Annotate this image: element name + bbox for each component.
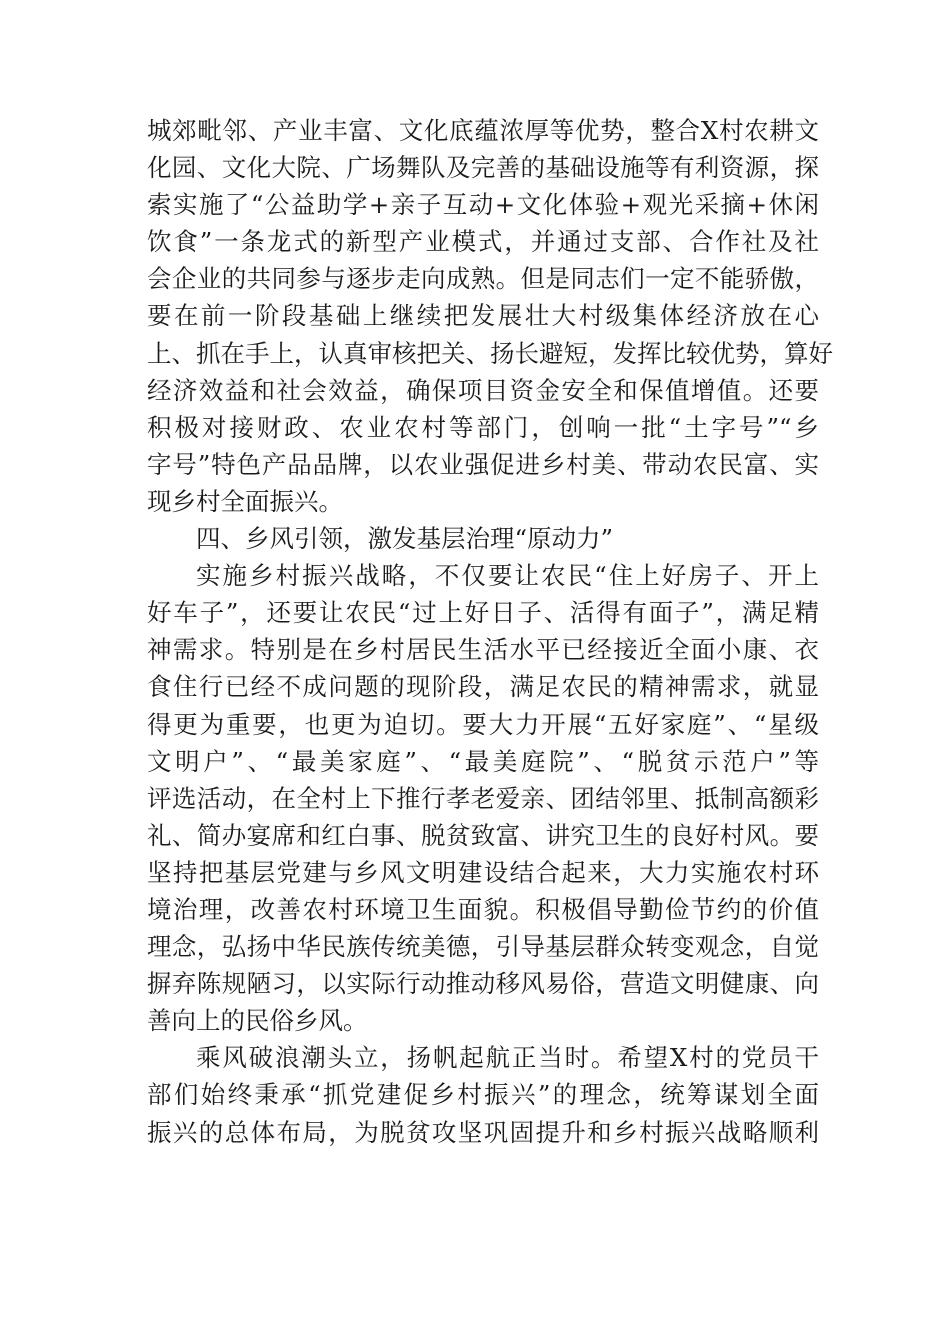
text-line: 实施乡村振兴战略，不仅要让农民“住上好房子、开上 (196, 561, 819, 591)
text-line: 文明户”、“最美家庭”、“最美庭院”、“脱贫示范户”等 (147, 746, 819, 776)
text-line: 经济效益和社会效益，确保项目资金安全和保值增值。还要 (147, 375, 819, 405)
text-line: 食住行已经不成问题的现阶段，满足农民的精神需求，就显 (147, 672, 819, 702)
text-line: 摒弃陈规陋习，以实际行动推动移风易俗，营造文明健康、向 (147, 969, 819, 999)
text-line: 乘风破浪潮头立，扬帆起航正当时。希望X村的党员干 (196, 1043, 819, 1073)
text-line: 字号”特色产品品牌，以农业强促进乡村美、带动农民富、实 (147, 449, 819, 479)
text-line: 神需求。特别是在乡村居民生活水平已经接近全面小康、衣 (147, 635, 819, 665)
text-line: 城郊毗邻、产业丰富、文化底蕴浓厚等优势，整合X村农耕文 (147, 116, 819, 145)
text-line: 理念，弘扬中华民族传统美德，引导基层群众转变观念，自觉 (147, 932, 819, 962)
document-body (147, 112, 833, 1151)
paragraph-rural-industry (147, 112, 833, 520)
text-line: 现乡村全面振兴。 (147, 486, 343, 516)
text-line: 坚持把基层党建与乡风文明建设结合起来，大力实施农村环 (147, 857, 819, 887)
text-line: 振兴的总体布局，为脱贫攻坚巩固提升和乡村振兴战略顺利 (147, 1117, 819, 1147)
paragraph-rural-civility (147, 557, 819, 1039)
text-line: 礼、简办宴席和红白事、脱贫致富、讲究卫生的良好村风。要 (147, 820, 819, 850)
text-line: 境治理，改善农村环境卫生面貌。积极倡导勤俭节约的价值 (147, 894, 819, 924)
paragraph-closing (147, 1039, 819, 1150)
section-heading: 四、乡风引领，激发基层治理“原动力” (196, 524, 614, 554)
text-line: 要在前一阶段基础上继续把发展壮大村级集体经济放在心 (147, 301, 819, 331)
text-line: 索实施了“公益助学+亲子互动+文化体验+观光采摘+休闲 (147, 190, 819, 220)
text-line: 会企业的共同参与逐步走向成熟。但是同志们一定不能骄傲， (147, 264, 819, 294)
text-line: 善向上的民俗乡风。 (147, 1006, 368, 1036)
text-line: 积极对接财政、农业农村等部门，创响一批“土字号”“乡 (147, 412, 819, 442)
text-line: 上、抓在手上，认真审核把关、扬长避短，发挥比较优势，算好 (147, 338, 833, 368)
text-line: 得更为重要，也更为迫切。要大力开展“五好家庭”、“星级 (147, 709, 819, 739)
text-line: 饮食”一条龙式的新型产业模式，并通过支部、合作社及社 (147, 227, 819, 257)
text-line: 部们始终秉承“抓党建促乡村振兴”的理念，统筹谋划全面 (147, 1080, 819, 1110)
text-line: 化园、文化大院、广场舞队及完善的基础设施等有利资源，探 (147, 153, 819, 183)
text-line: 好车子”，还要让农民“过上好日子、活得有面子”，满足精 (147, 598, 819, 628)
text-line: 评选活动，在全村上下推行孝老爱亲、团结邻里、抵制高额彩 (147, 783, 819, 813)
